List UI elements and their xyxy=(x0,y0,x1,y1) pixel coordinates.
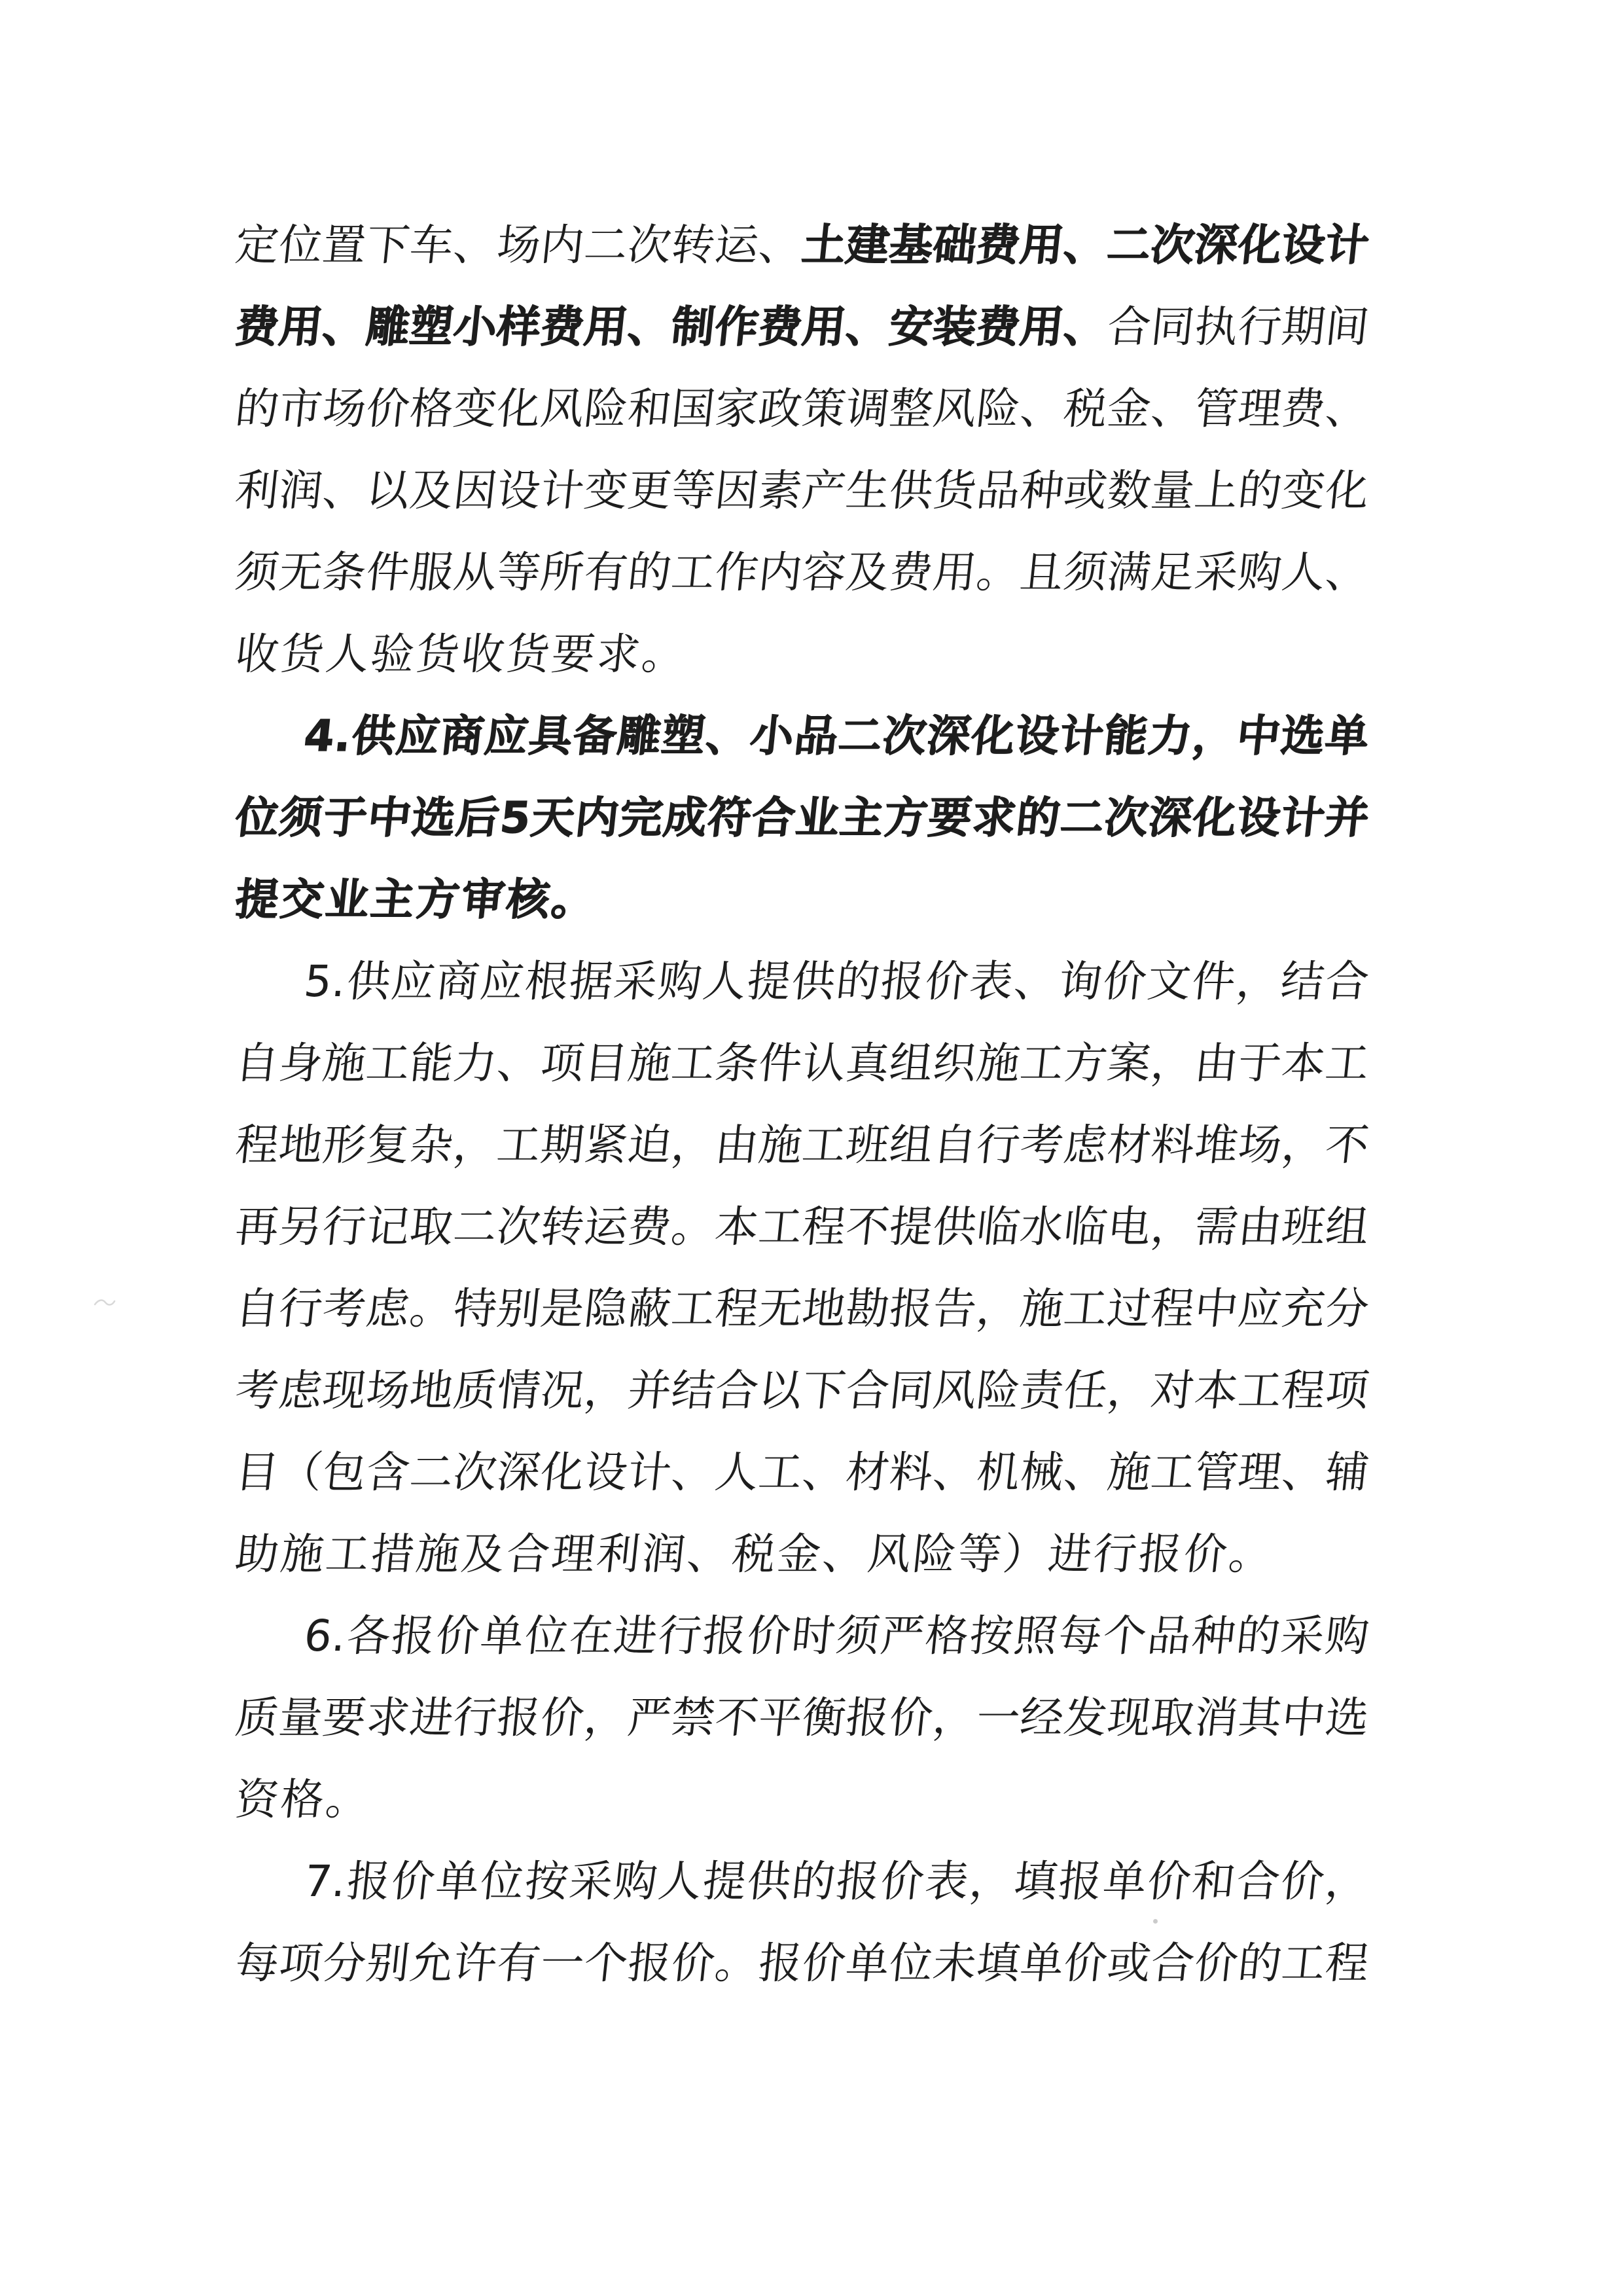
paragraph-item-6 xyxy=(232,1595,1372,1840)
text-line xyxy=(231,1677,1373,1759)
text-line xyxy=(231,695,1373,777)
text-line xyxy=(231,531,1373,613)
text-segment: 的市场价格变化风险和国家政策调整风险、税金、管理费、 xyxy=(232,384,1372,434)
text-line xyxy=(231,613,1373,695)
scan-artifact-dot xyxy=(1153,1919,1158,1924)
text-line xyxy=(231,1186,1373,1268)
bold-text-segment: 土建基础费用、二次深化设计 xyxy=(800,220,1372,270)
text-line xyxy=(231,368,1373,450)
text-segment: 考虑现场地质情况，并结合以下合同风险责任，对本工程项 xyxy=(232,1365,1372,1416)
text-segment: 自身施工能力、项目施工条件认真组织施工方案，由于本工 xyxy=(232,1038,1372,1088)
paragraph-costs-continuation xyxy=(232,204,1372,695)
text-segment: 自行考虑。特别是隐蔽工程无地勘报告，施工过程中应充分 xyxy=(232,1283,1372,1334)
text-segment: 6.各报价单位在进行报价时须严格按照每个品种的采购 xyxy=(301,1611,1372,1661)
text-line xyxy=(231,1022,1373,1104)
paragraph-item-7 xyxy=(232,1840,1372,2004)
text-line xyxy=(231,1104,1373,1186)
text-segment: 再另行记取二次转运费。本工程不提供临水临电，需由班组 xyxy=(232,1202,1372,1252)
text-line xyxy=(231,777,1373,859)
bold-text-segment: 提交业主方审核。 xyxy=(232,874,600,925)
text-line xyxy=(231,1431,1373,1513)
text-segment: 每项分别允许有一个报价。报价单位未填单价或合价的工程 xyxy=(232,1938,1372,1988)
text-segment: 助施工措施及合理利润、税金、风险等）进行报价。 xyxy=(232,1529,1277,1579)
text-line xyxy=(231,286,1373,368)
bold-text-segment: 位须于中选后5天内完成符合业主方要求的二次深化设计并 xyxy=(232,793,1372,843)
text-segment: 利润、以及因设计变更等因素产生供货品种或数量上的变化 xyxy=(232,465,1372,516)
text-segment: 目（包含二次深化设计、人工、材料、机械、施工管理、辅 xyxy=(232,1447,1372,1498)
paragraph-item-5 xyxy=(232,941,1372,1595)
paragraph-item-4 xyxy=(232,695,1372,941)
text-line xyxy=(231,1268,1373,1350)
text-line xyxy=(231,859,1373,941)
text-line xyxy=(231,1595,1373,1677)
text-line xyxy=(231,204,1373,286)
text-line xyxy=(231,450,1373,531)
text-line xyxy=(231,1922,1373,2004)
text-segment: 资格。 xyxy=(232,1774,374,1825)
text-line xyxy=(231,1350,1373,1431)
text-line xyxy=(231,1513,1373,1595)
bold-text-segment: 费用、雕塑小样费用、制作费用、安装费用、 xyxy=(232,302,1111,352)
text-line xyxy=(231,941,1373,1022)
scan-artifact-squiggle xyxy=(94,1297,116,1308)
text-line xyxy=(231,1840,1373,1922)
text-segment: 5.供应商应根据采购人提供的报价表、询价文件，结合 xyxy=(301,956,1372,1007)
text-segment: 收货人验货收货要求。 xyxy=(232,629,690,679)
text-segment: 7.报价单位按采购人提供的报价表，填报单价和合价， xyxy=(301,1856,1372,1907)
text-segment: 须无条件服从等所有的工作内容及费用。且须满足采购人、 xyxy=(232,547,1372,598)
text-segment: 程地形复杂，工期紧迫，由施工班组自行考虑材料堆场，不 xyxy=(232,1120,1372,1170)
text-segment: 定位置下车、场内二次转运、 xyxy=(232,220,806,270)
text-line xyxy=(231,1759,1373,1840)
document-body xyxy=(232,204,1372,2004)
text-segment: 质量要求进行报价，严禁不平衡报价，一经发现取消其中选 xyxy=(232,1693,1372,1743)
text-segment: 合同执行期间 xyxy=(1105,302,1372,352)
bold-text-segment: 4.供应商应具备雕塑、小品二次深化设计能力，中选单 xyxy=(301,711,1372,761)
